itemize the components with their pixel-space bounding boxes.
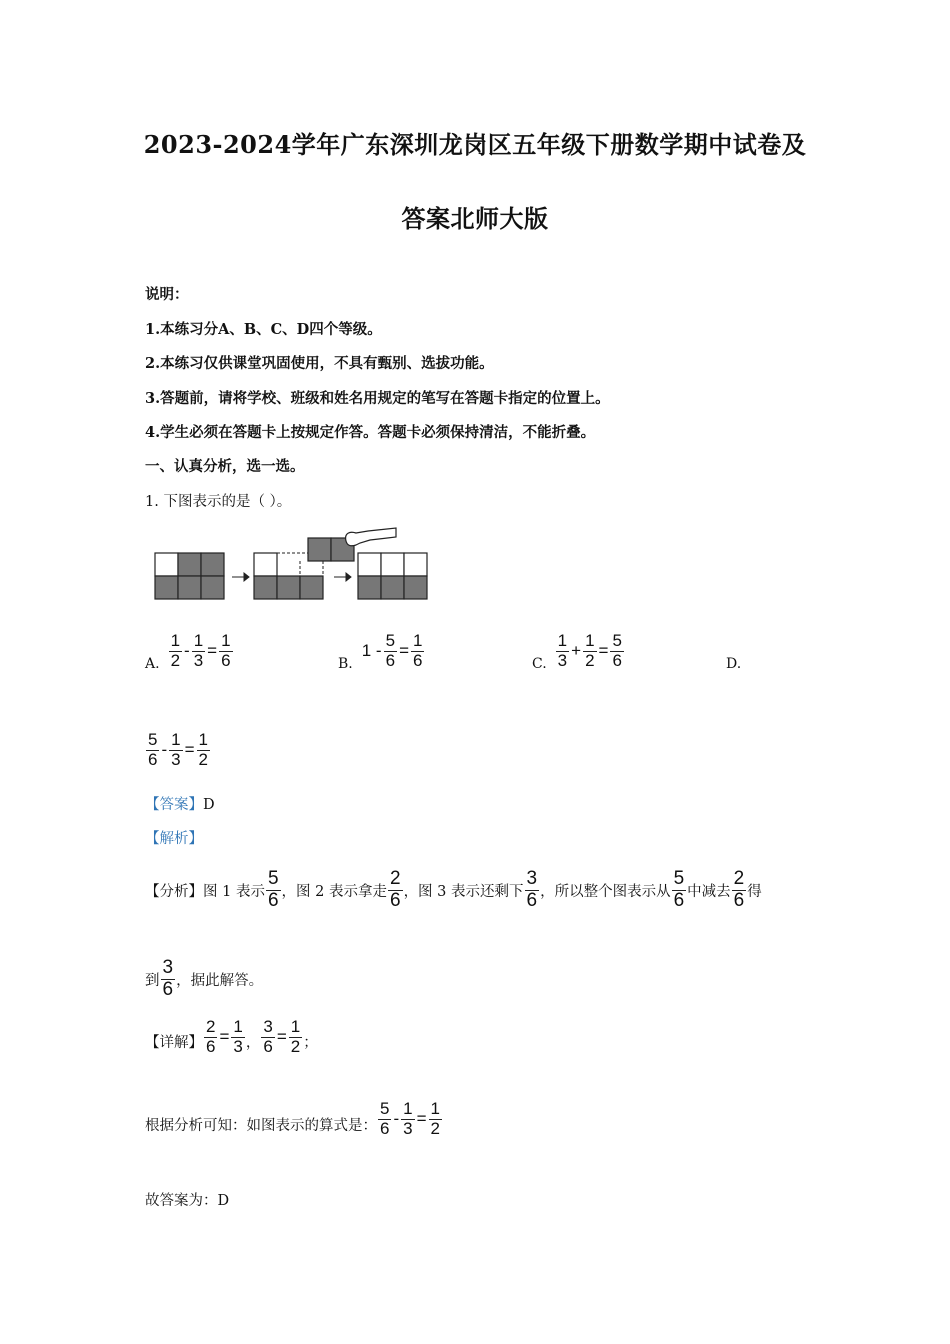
numerator: 1: [430, 1099, 441, 1118]
numerator: 2: [206, 1017, 216, 1036]
fraction: [583, 632, 596, 670]
fraction: [289, 1018, 302, 1056]
math-expression: [145, 731, 211, 769]
answer-line: [145, 793, 215, 814]
math-expression: [203, 1018, 246, 1056]
fraction: [169, 731, 182, 769]
numerator: 5: [612, 630, 622, 650]
denominator: 6: [612, 650, 622, 670]
question-figure: [150, 523, 435, 605]
numerator: 1: [233, 1017, 243, 1036]
math-expression: [555, 632, 625, 670]
denominator: 6: [673, 889, 685, 911]
numerator: 5: [148, 730, 158, 749]
conclusion-text: 根据分析可知：如图表示的算式是：: [145, 1118, 377, 1135]
denominator: 2: [290, 1036, 301, 1056]
fenxi-paragraph-cont: [145, 958, 263, 1001]
denominator: 6: [526, 889, 538, 911]
numerator: 1: [557, 630, 568, 650]
math-expression: [377, 1100, 443, 1138]
numerator: 3: [263, 1017, 273, 1036]
notes-heading: 说明：: [145, 286, 189, 303]
text: ；: [303, 1035, 318, 1052]
operator: =: [184, 740, 195, 760]
denominator: 3: [171, 749, 181, 769]
denominator: 6: [162, 978, 174, 1000]
numerator: 1: [171, 730, 181, 749]
fraction: [401, 1100, 414, 1138]
fraction: [378, 1100, 391, 1138]
fraction: [672, 869, 687, 912]
option-c[interactable]: [532, 630, 625, 672]
xiangjie-line: [145, 1018, 318, 1056]
operator: -: [393, 1109, 400, 1129]
numerator: 5: [380, 1099, 390, 1118]
conclusion-line: [145, 1100, 443, 1138]
numerator: 1: [413, 630, 423, 650]
operator: +: [571, 641, 582, 660]
numerator: 1: [221, 630, 231, 650]
denominator: 3: [193, 650, 204, 670]
denominator: 6: [385, 650, 396, 670]
fraction: [556, 632, 569, 670]
operator: =: [416, 1109, 427, 1129]
denominator: 3: [557, 650, 568, 670]
numerator: 5: [385, 630, 396, 650]
fraction-wrapper: [387, 869, 404, 912]
answer-label: 【答案】: [145, 797, 203, 813]
denominator: 3: [233, 1036, 243, 1056]
question-1: 1. 下图表示的是（ ）。: [145, 494, 292, 510]
operator: 1 -: [361, 641, 382, 660]
operator: =: [207, 641, 218, 660]
section-heading: 一、认真分析，选一选。: [145, 458, 305, 475]
fraction: [231, 1018, 244, 1056]
fraction: [197, 731, 210, 769]
fraction-wrapper: [160, 958, 177, 1001]
option-label: D.: [726, 656, 742, 672]
denominator: 6: [221, 650, 231, 670]
text: 到: [145, 972, 160, 989]
fraction: [411, 632, 424, 670]
denominator: 2: [430, 1118, 441, 1138]
analysis-label: 【解析】: [145, 831, 203, 847]
xiangjie-label: 【详解】: [145, 1035, 203, 1052]
numerator: 3: [526, 868, 538, 889]
denominator: 3: [403, 1118, 413, 1138]
fraction: [219, 632, 232, 670]
answer-value: D: [203, 797, 215, 813]
numerator: 1: [193, 630, 204, 650]
fraction-wrapper: [265, 869, 282, 912]
option-label: B.: [338, 656, 353, 672]
denominator: 6: [148, 749, 158, 769]
numerator: 3: [162, 957, 174, 978]
option-label: A.: [145, 656, 160, 672]
fenxi-paragraph: [145, 869, 762, 912]
denominator: 6: [380, 1118, 390, 1138]
note-3: 3.答题前，请将学校、班级和姓名用规定的笔写在答题卡指定的位置上。: [145, 390, 610, 407]
note-4: 4.学生必须在答题卡上按规定作答。答题卡必须保持清洁，不能折叠。: [145, 424, 596, 441]
text: ，据此解答。: [176, 972, 264, 989]
denominator: 6: [389, 889, 401, 911]
fraction: [169, 632, 182, 670]
fraction: [266, 869, 281, 912]
numerator: 2: [389, 868, 401, 889]
math-expression: [260, 1018, 303, 1056]
denominator: 2: [198, 749, 209, 769]
operator: -: [184, 641, 190, 660]
text: 得: [747, 883, 762, 900]
fraction: [146, 731, 159, 769]
text: 中减去: [687, 883, 731, 900]
operator: =: [219, 1027, 230, 1047]
option-d[interactable]: [726, 630, 749, 672]
operator: =: [399, 641, 409, 660]
fraction: [192, 632, 205, 670]
numerator: 2: [733, 868, 745, 889]
option-a[interactable]: [145, 630, 234, 672]
numerator: 5: [267, 868, 279, 889]
text: ，图 2 表示拿走: [281, 883, 387, 900]
numerator: 1: [290, 1017, 301, 1036]
operator: -: [161, 740, 168, 760]
fraction: [429, 1100, 442, 1138]
denominator: 6: [413, 650, 423, 670]
math-expression: [168, 632, 234, 670]
note-1: 1.本练习分A、B、C、D四个等级。: [145, 321, 382, 338]
fraction: [161, 958, 176, 1001]
option-d-expression: [145, 731, 211, 769]
fraction: [384, 632, 397, 670]
fraction-wrapper: [524, 869, 541, 912]
numerator: 1: [198, 730, 209, 749]
document-title-line1: 2023-2024学年广东深圳龙岗区五年级下册数学期中试卷及: [143, 130, 807, 159]
math-expression: [361, 632, 426, 670]
denominator: 2: [585, 650, 595, 670]
denominator: 6: [263, 1036, 273, 1056]
note-2: 2.本练习仅供课堂巩固使用，不具有甄别、选拔功能。: [145, 355, 494, 372]
fenxi-label: 【分析】: [145, 883, 203, 900]
fraction-wrapper: [731, 869, 748, 912]
text: 图 1 表示: [203, 883, 265, 900]
fraction: [204, 1018, 217, 1056]
numerator: 1: [585, 630, 595, 650]
numerator: 1: [403, 1099, 413, 1118]
denominator: 2: [170, 650, 181, 670]
fraction: [525, 869, 540, 912]
document-title-line2: 答案北师大版: [401, 204, 549, 233]
option-label: C.: [532, 656, 547, 672]
final-answer: 故答案为：D: [145, 1193, 230, 1209]
numerator: 5: [673, 868, 685, 889]
operator: =: [598, 641, 609, 660]
fraction: [610, 632, 623, 670]
option-b[interactable]: [338, 630, 425, 672]
denominator: 6: [206, 1036, 216, 1056]
fraction: [261, 1018, 274, 1056]
operator: =: [276, 1027, 287, 1047]
text: ，图 3 表示还剩下: [403, 883, 524, 900]
fraction: [388, 869, 403, 912]
text: ，所以整个图表示从: [540, 883, 671, 900]
denominator: 6: [267, 889, 279, 911]
numerator: 1: [170, 630, 181, 650]
text: ，: [245, 1035, 261, 1052]
fraction-wrapper: [671, 869, 688, 912]
denominator: 6: [733, 889, 745, 911]
fraction: [732, 869, 747, 912]
